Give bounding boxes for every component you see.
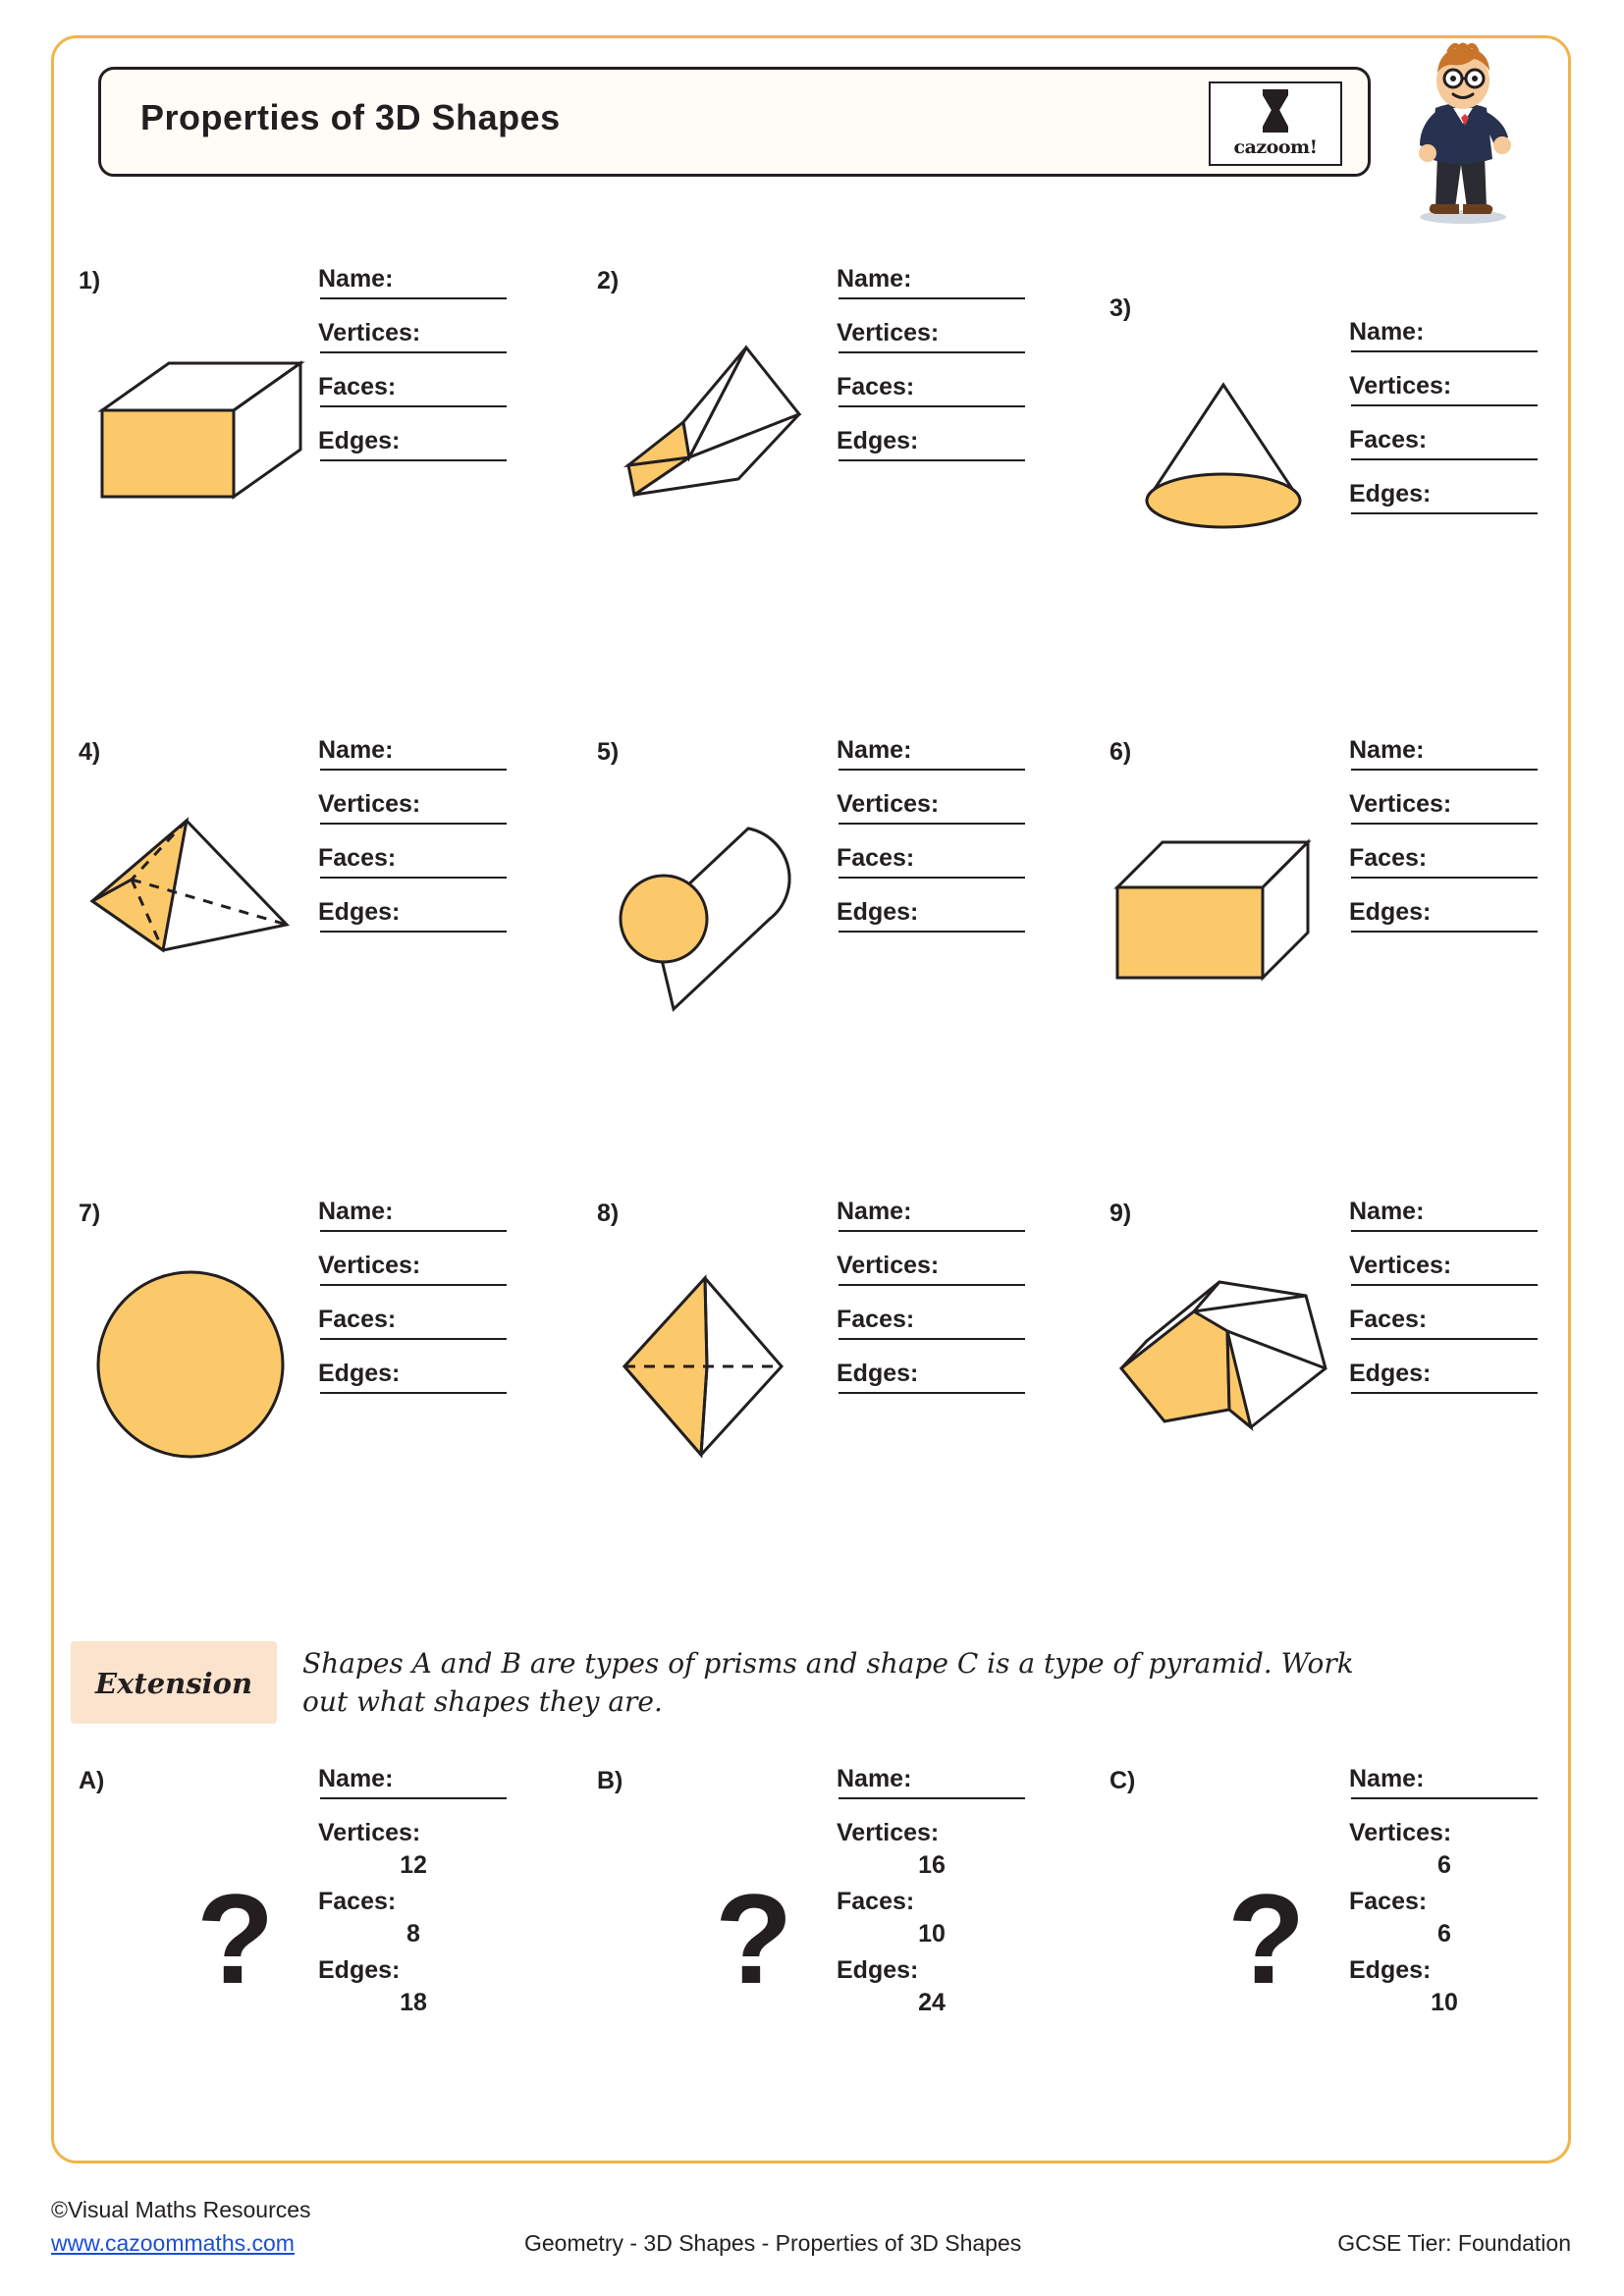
shape-cuboid	[73, 302, 318, 597]
label-faces: Faces:	[837, 1306, 915, 1333]
answer-line-vertices[interactable]	[320, 823, 507, 825]
extension-question-b	[587, 1767, 1049, 2179]
label-name: Name:	[837, 265, 912, 293]
question-mark-placeholder: ?	[1227, 1867, 1306, 2010]
question-number: B)	[597, 1767, 623, 1794]
label-edges: Edges:	[318, 898, 401, 926]
value-faces: 10	[918, 1920, 946, 1948]
label-edges: Edges:	[1349, 1956, 1432, 1984]
question-mark-placeholder: ?	[196, 1867, 275, 2010]
answer-line-name[interactable]	[839, 1797, 1025, 1799]
answer-line-vertices[interactable]	[839, 351, 1025, 353]
label-edges: Edges:	[318, 1956, 401, 1984]
answer-line-name[interactable]	[839, 1230, 1025, 1232]
label-vertices: Vertices:	[1349, 372, 1452, 400]
answer-line-name[interactable]	[1351, 769, 1538, 771]
label-faces: Faces:	[1349, 426, 1428, 454]
label-edges: Edges:	[1349, 898, 1432, 926]
label-vertices: Vertices:	[837, 319, 940, 347]
label-faces: Faces:	[318, 373, 397, 400]
label-name: Name:	[1349, 1765, 1425, 1792]
value-edges: 10	[1431, 1989, 1458, 2016]
answer-fields	[837, 1767, 1048, 2027]
shape-sphere	[73, 1235, 318, 1529]
answer-fields	[1349, 1200, 1555, 1415]
question-2	[587, 267, 1049, 728]
answer-line-vertices[interactable]	[839, 1284, 1025, 1286]
shape-cube	[1104, 774, 1349, 1068]
question-4	[69, 738, 530, 1200]
copyright-text: ©Visual Maths Resources	[51, 2197, 311, 2222]
answer-line-name[interactable]	[1351, 350, 1538, 352]
label-edges: Edges:	[837, 898, 919, 926]
label-faces: Faces:	[837, 844, 915, 872]
answer-line-faces[interactable]	[839, 405, 1025, 407]
footer-tier: GCSE Tier: Foundation	[1337, 2230, 1571, 2256]
question-number: 8)	[597, 1200, 620, 1227]
label-name: Name:	[1349, 1198, 1425, 1225]
question-1	[69, 267, 530, 728]
question-number: A)	[79, 1767, 105, 1794]
question-8	[587, 1200, 1049, 1661]
extension-question-a	[69, 1767, 530, 2179]
label-faces: Faces:	[318, 1888, 397, 1915]
answer-line-faces[interactable]	[320, 405, 507, 407]
answer-line-name[interactable]	[1351, 1230, 1538, 1232]
answer-line-name[interactable]	[320, 297, 507, 299]
label-edges: Edges:	[837, 1956, 919, 1984]
answer-fields	[318, 267, 524, 483]
label-vertices: Vertices:	[1349, 1819, 1452, 1846]
answer-fields	[318, 1200, 524, 1415]
label-faces: Faces:	[1349, 1888, 1428, 1915]
label-edges: Edges:	[318, 427, 401, 454]
answer-line-name[interactable]	[320, 769, 507, 771]
question-number: 2)	[597, 267, 620, 294]
answer-line-vertices[interactable]	[1351, 1284, 1538, 1286]
page-footer	[0, 2197, 1624, 2295]
label-edges: Edges:	[837, 427, 919, 454]
question-number: 5)	[597, 738, 620, 766]
value-vertices: 16	[918, 1851, 946, 1879]
answer-fields	[1349, 320, 1555, 536]
label-faces: Faces:	[1349, 1306, 1428, 1333]
label-name: Name:	[318, 1765, 394, 1792]
answer-line-edges[interactable]	[839, 931, 1025, 933]
title-box	[98, 67, 1371, 177]
answer-line-faces[interactable]	[1351, 458, 1538, 460]
answer-line-edges[interactable]	[839, 1392, 1025, 1394]
label-name: Name:	[837, 1765, 912, 1792]
label-edges: Edges:	[1349, 1360, 1432, 1387]
question-number: 9)	[1110, 1200, 1132, 1227]
extension-question-c	[1100, 1767, 1561, 2179]
question-6	[1100, 738, 1561, 1200]
question-number: 7)	[79, 1200, 101, 1227]
label-vertices: Vertices:	[837, 1252, 940, 1279]
label-vertices: Vertices:	[318, 319, 421, 347]
label-name: Name:	[318, 1198, 394, 1225]
answer-fields	[837, 267, 1043, 483]
label-faces: Faces:	[318, 844, 397, 872]
extension-instructions: Shapes A and B are types of prisms and shape C is a type of pyramid. Work out what shapes they are.	[302, 1647, 1354, 1718]
label-vertices: Vertices:	[318, 1819, 421, 1846]
label-name: Name:	[837, 1198, 912, 1225]
label-faces: Faces:	[318, 1306, 397, 1333]
answer-fields	[318, 738, 524, 954]
value-edges: 24	[918, 1989, 946, 2016]
label-vertices: Vertices:	[837, 1819, 940, 1846]
answer-line-edges[interactable]	[1351, 931, 1538, 933]
question-3	[1100, 294, 1561, 756]
page-title: Properties of 3D Shapes	[140, 97, 561, 137]
value-edges: 18	[400, 1989, 427, 2016]
cazoom-logo	[1209, 81, 1342, 166]
question-number: 4)	[79, 738, 101, 766]
label-name: Name:	[837, 736, 912, 764]
answer-line-name[interactable]	[320, 1230, 507, 1232]
answer-line-faces[interactable]	[839, 877, 1025, 879]
answer-line-edges[interactable]	[320, 931, 507, 933]
answer-line-faces[interactable]	[1351, 877, 1538, 879]
answer-line-name[interactable]	[839, 769, 1025, 771]
answer-line-faces[interactable]	[320, 877, 507, 879]
label-edges: Edges:	[318, 1360, 401, 1387]
label-vertices: Vertices:	[1349, 790, 1452, 818]
shape-octahedron	[591, 1235, 837, 1529]
value-vertices: 12	[400, 1851, 427, 1879]
answer-fields	[1349, 738, 1555, 954]
answer-line-vertices[interactable]	[1351, 404, 1538, 406]
label-name: Name:	[318, 736, 394, 764]
answer-line-edges[interactable]	[320, 459, 507, 461]
value-vertices: 6	[1437, 1851, 1451, 1879]
answer-line-edges[interactable]	[1351, 1392, 1538, 1394]
question-5	[587, 738, 1049, 1200]
label-edges: Edges:	[1349, 480, 1432, 507]
label-edges: Edges:	[837, 1360, 919, 1387]
answer-line-faces[interactable]	[320, 1338, 507, 1340]
label-vertices: Vertices:	[837, 790, 940, 818]
label-vertices: Vertices:	[318, 1252, 421, 1279]
shape-cylinder	[591, 774, 837, 1068]
extension-band	[71, 1641, 1536, 1732]
answer-line-edges[interactable]	[839, 459, 1025, 461]
shape-triangular-prism	[591, 302, 837, 597]
extension-tag-label: Extension	[94, 1667, 253, 1700]
answer-line-vertices[interactable]	[1351, 823, 1538, 825]
question-7	[69, 1200, 530, 1661]
answer-fields	[318, 1767, 529, 2027]
answer-line-faces[interactable]	[1351, 1338, 1538, 1340]
hourglass-icon	[1263, 89, 1288, 133]
answer-line-vertices[interactable]	[839, 823, 1025, 825]
question-number: 6)	[1110, 738, 1132, 766]
value-faces: 6	[1437, 1920, 1451, 1948]
question-number: C)	[1110, 1767, 1136, 1794]
answer-fields	[837, 1200, 1043, 1415]
value-faces: 8	[406, 1920, 420, 1948]
question-number: 1)	[79, 267, 101, 294]
answer-fields	[837, 738, 1043, 954]
answer-line-name[interactable]	[1351, 1797, 1538, 1799]
question-number: 3)	[1110, 294, 1132, 322]
label-faces: Faces:	[837, 373, 915, 400]
answer-fields	[1349, 1767, 1560, 2027]
answer-line-faces[interactable]	[839, 1338, 1025, 1340]
shape-cone	[1104, 330, 1349, 624]
shape-pentagonal-prism	[1104, 1235, 1349, 1529]
answer-line-vertices[interactable]	[320, 1284, 507, 1286]
label-vertices: Vertices:	[1349, 1252, 1452, 1279]
answer-line-edges[interactable]	[1351, 512, 1538, 514]
label-faces: Faces:	[837, 1888, 915, 1915]
logo-wordmark: cazoom!	[1233, 136, 1318, 158]
question-9	[1100, 1200, 1561, 1661]
mascot-illustration	[1392, 39, 1540, 226]
label-name: Name:	[1349, 736, 1425, 764]
label-vertices: Vertices:	[318, 790, 421, 818]
footer-topic: Geometry - 3D Shapes - Properties of 3D Shapes	[524, 2230, 1022, 2256]
answer-line-edges[interactable]	[320, 1392, 507, 1394]
extension-tag	[71, 1641, 277, 1724]
answer-line-vertices[interactable]	[320, 351, 507, 353]
website-link[interactable]: www.cazoommaths.com	[51, 2230, 295, 2256]
question-mark-placeholder: ?	[715, 1867, 793, 2010]
answer-line-name[interactable]	[839, 297, 1025, 299]
answer-line-name[interactable]	[320, 1797, 507, 1799]
label-name: Name:	[318, 265, 394, 293]
label-faces: Faces:	[1349, 844, 1428, 872]
shape-square-based-pyramid	[73, 774, 318, 1068]
label-name: Name:	[1349, 318, 1425, 346]
